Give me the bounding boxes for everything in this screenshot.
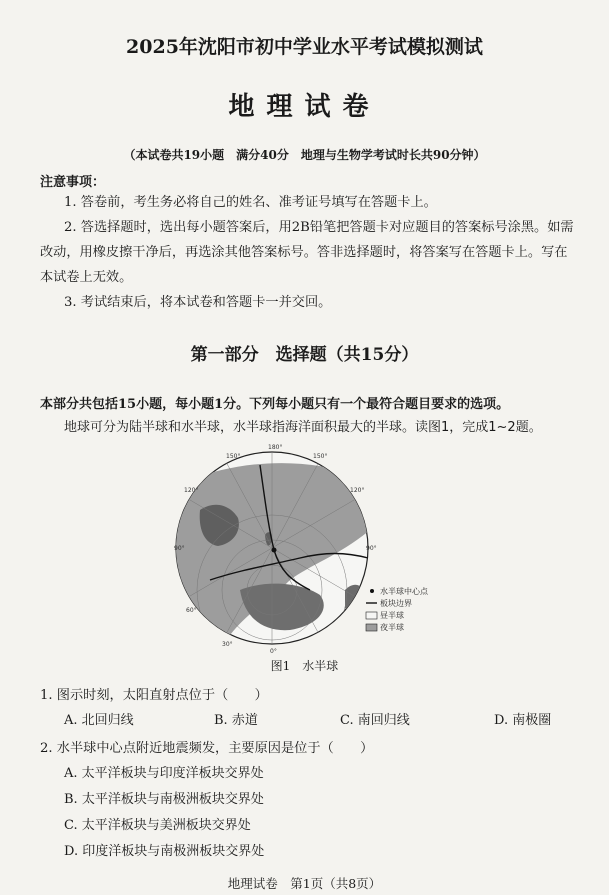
deg-label: 150° [313, 453, 328, 460]
exam-title: 2025年沈阳市初中学业水平考试模拟测试 [126, 36, 483, 58]
option-b: B. 赤道 [214, 713, 258, 728]
question-1-stem: 1. 图示时刻，太阳直射点位于（ ） [40, 688, 268, 703]
deg-label: 120° [184, 487, 199, 494]
deg-label: 90° [366, 545, 377, 552]
deg-label: 150° [226, 453, 241, 460]
option-d: D. 南极圈 [494, 713, 552, 728]
note-item-2: 2. 答选择题时，选出每小题答案后，用2B铅笔把答题卡对应题目的答案标号涂黑。如需改动，用橡皮擦干净后，再选涂其他答案标号。答非选择题时，将答案写在答题卡上。写在本试卷上无效。 [40, 220, 574, 285]
deg-label: 120° [350, 487, 365, 494]
deg-label: 30° [222, 641, 233, 648]
deg-label: 60° [186, 607, 197, 614]
legend-plate-boundary: 板块边界 [380, 599, 412, 608]
page-footer: 地理试卷 第1页（共8页） [227, 876, 382, 891]
deg-label: 180° [268, 444, 283, 451]
land-south-america [345, 585, 366, 612]
section-title: 第一部分 选择题（共15分） [190, 345, 419, 365]
option-c: C. 南回归线 [340, 713, 410, 728]
deg-label: 90° [174, 545, 185, 552]
section-instruction: 本部分共包括15小题，每小题1分。下列每小题只有一个最符合题目要求的选项。 [40, 397, 510, 412]
legend-center-point: 水半球中心点 [380, 587, 428, 596]
figure-legend [366, 586, 429, 632]
globe [170, 452, 370, 655]
option-a: A. 北回归线 [64, 713, 134, 728]
option-d: D. 印度洋板块与南极洲板块交界处 [64, 844, 265, 859]
legend-day-hemisphere: 昼半球 [380, 611, 404, 620]
exam-meta: （本试卷共19小题 满分40分 地理与生物学考试时长共90分钟） [123, 148, 486, 162]
question-1-options [64, 709, 584, 729]
legend-night-hemisphere: 夜半球 [380, 623, 404, 632]
option-c: C. 太平洋板块与美洲板块交界处 [64, 818, 251, 833]
subject-title: 地理试卷 [228, 92, 381, 122]
note-item-1: 1. 答卷前，考生务必将自己的姓名、准考证号填写在答题卡上。 [64, 195, 437, 210]
option-a: A. 太平洋板块与印度洋板块交界处 [64, 766, 264, 781]
water-hemisphere-figure [170, 440, 460, 655]
figure-caption: 图1 水半球 [270, 659, 339, 673]
question-2-stem: 2. 水半球中心点附近地震频发，主要原因是位于（ ） [40, 741, 374, 756]
option-b: B. 太平洋板块与南极洲板块交界处 [64, 792, 264, 807]
question-stem-intro: 地球可分为陆半球和水半球，水半球指海洋面积最大的半球。读图1，完成1~2题。 [64, 420, 542, 435]
water-hemisphere-center-point [272, 548, 277, 553]
deg-label: 0° [270, 648, 277, 655]
note-item-3: 3. 考试结束后，将本试卷和答题卡一并交回。 [64, 295, 332, 310]
notes-heading: 注意事项： [40, 175, 106, 190]
